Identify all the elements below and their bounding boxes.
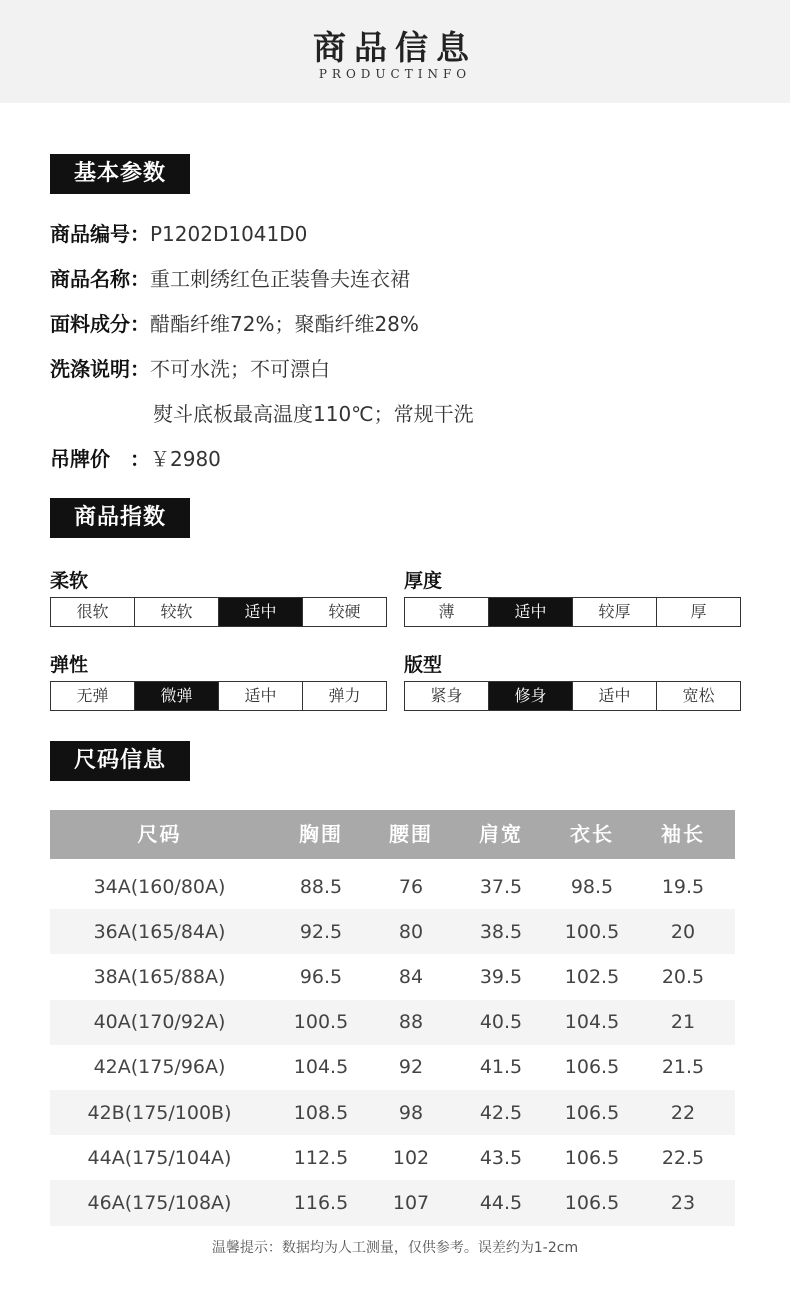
param-row-price (50, 444, 221, 474)
table-cell: 106.5 (564, 1101, 620, 1124)
table-cell: 37.5 (479, 875, 523, 898)
table-cell: 21 (670, 1011, 696, 1034)
table-cell: 20 (670, 920, 696, 943)
table-cell: 34A(160/80A) (93, 875, 226, 898)
table-cell: 23 (670, 1191, 696, 1214)
index-scale-elasticity (50, 681, 387, 711)
table-cell: 98 (398, 1101, 424, 1124)
table-cell: 88 (398, 1011, 424, 1034)
index-option: 厚 (690, 602, 707, 621)
param-value: 不可水洗；不可漂白 (150, 357, 330, 381)
param-row-fabric (50, 309, 419, 339)
param-label: 洗涤说明： (50, 357, 150, 381)
table-cell: 98.5 (570, 875, 614, 898)
table-row (50, 909, 735, 954)
table-cell: 19.5 (661, 875, 705, 898)
index-option: 弹力 (328, 686, 361, 705)
column-header-size: 尺码 (137, 822, 182, 846)
index-option: 宽松 (682, 686, 715, 705)
table-cell: 96.5 (299, 965, 343, 988)
column-header-shoulder: 肩宽 (479, 822, 523, 846)
table-cell: 92.5 (299, 920, 343, 943)
table-cell: 42B(175/100B) (87, 1101, 232, 1124)
param-row-code (50, 219, 307, 249)
table-cell: 88.5 (299, 875, 343, 898)
table-cell: 22 (670, 1101, 696, 1124)
table-cell: 38.5 (479, 920, 523, 943)
index-option: 适中 (573, 682, 657, 710)
index-option: 微弹 (135, 682, 219, 710)
size-table-header (50, 810, 735, 859)
page-subtitle: PRODUCTINFO (318, 67, 472, 81)
page-title: 商品信息 (313, 28, 477, 67)
table-cell: 40.5 (479, 1011, 523, 1034)
index-scale-softness (50, 597, 387, 627)
table-row (50, 1135, 735, 1180)
table-cell: 38A(165/88A) (93, 965, 226, 988)
index-option: 修身 (489, 682, 573, 710)
table-cell: 100.5 (564, 920, 620, 943)
column-header-waist: 腰围 (389, 822, 433, 846)
table-cell: 42.5 (479, 1101, 523, 1124)
table-cell: 106.5 (564, 1191, 620, 1214)
table-cell: 107 (392, 1191, 430, 1214)
table-row (50, 1000, 735, 1045)
param-row-name (50, 264, 410, 294)
table-cell: 43.5 (479, 1146, 523, 1169)
index-option: 较厚 (573, 598, 657, 626)
index-option: 较硬 (328, 602, 361, 621)
index-option: 紧身 (405, 682, 489, 710)
table-cell: 116.5 (293, 1191, 349, 1214)
table-cell: 106.5 (564, 1146, 620, 1169)
param-value: 重工刺绣红色正装鲁夫连衣裙 (150, 267, 410, 291)
index-option: 适中 (219, 682, 303, 710)
index-title-fit: 版型 (404, 654, 443, 676)
table-cell: 42A(175/96A) (93, 1056, 226, 1079)
index-title-softness: 柔软 (50, 570, 89, 592)
table-cell: 84 (398, 965, 424, 988)
table-cell: 104.5 (564, 1011, 620, 1034)
param-value: ￥2980 (150, 447, 221, 471)
table-cell: 46A(175/108A) (87, 1191, 232, 1214)
table-row (50, 1090, 735, 1135)
table-cell: 21.5 (661, 1056, 705, 1079)
table-cell: 44.5 (479, 1191, 523, 1214)
column-header-length: 衣长 (570, 822, 614, 846)
table-cell: 44A(175/104A) (87, 1146, 232, 1169)
table-cell: 80 (398, 920, 424, 943)
table-cell: 104.5 (293, 1056, 349, 1079)
table-cell: 112.5 (293, 1146, 349, 1169)
table-row (50, 954, 735, 999)
size-table (50, 810, 735, 1226)
index-option: 薄 (405, 598, 489, 626)
table-cell: 108.5 (293, 1101, 349, 1124)
page-header (0, 0, 790, 103)
param-row-washing (50, 354, 330, 384)
table-cell: 36A(165/84A) (93, 920, 226, 943)
table-row (50, 1045, 735, 1090)
index-option: 很软 (51, 598, 135, 626)
param-label: 商品编号： (50, 222, 150, 246)
table-cell: 22.5 (661, 1146, 705, 1169)
table-cell: 41.5 (479, 1056, 523, 1079)
section-tag-index: 商品指数 (50, 498, 190, 538)
index-scale-thickness (404, 597, 741, 627)
table-row (50, 1180, 735, 1225)
index-option: 较软 (135, 598, 219, 626)
table-cell: 106.5 (564, 1056, 620, 1079)
param-value: P1202D1041D0 (150, 222, 308, 246)
param-label: 面料成分： (50, 312, 150, 336)
param-value-continued: 熨斗底板最高温度110℃；常规干洗 (153, 402, 474, 426)
table-cell: 76 (398, 875, 424, 898)
table-cell: 92 (398, 1056, 424, 1079)
param-value: 醋酯纤维72%；聚酯纤维28% (150, 312, 419, 336)
table-cell: 100.5 (293, 1011, 349, 1034)
column-header-bust: 胸围 (299, 822, 343, 846)
table-cell: 102.5 (564, 965, 620, 988)
section-tag-sizes: 尺码信息 (50, 741, 190, 781)
size-table-body (50, 864, 735, 1226)
table-cell: 40A(170/92A) (93, 1011, 226, 1034)
table-cell: 20.5 (661, 965, 705, 988)
param-label: 吊牌价 ： (50, 447, 150, 471)
table-row (50, 864, 735, 909)
table-cell: 39.5 (479, 965, 523, 988)
index-option: 适中 (489, 598, 573, 626)
section-tag-basic: 基本参数 (50, 154, 190, 194)
index-option: 适中 (219, 598, 303, 626)
index-title-elasticity: 弹性 (50, 654, 89, 676)
index-title-thickness: 厚度 (404, 570, 443, 592)
table-cell: 102 (392, 1146, 430, 1169)
param-label: 商品名称： (50, 267, 150, 291)
index-scale-fit (404, 681, 741, 711)
index-option: 无弹 (51, 682, 135, 710)
measurement-note: 温馨提示：数据均为人工测量，仅供参考。误差约为1-2cm (211, 1240, 579, 1256)
column-header-sleeve: 袖长 (661, 822, 705, 846)
